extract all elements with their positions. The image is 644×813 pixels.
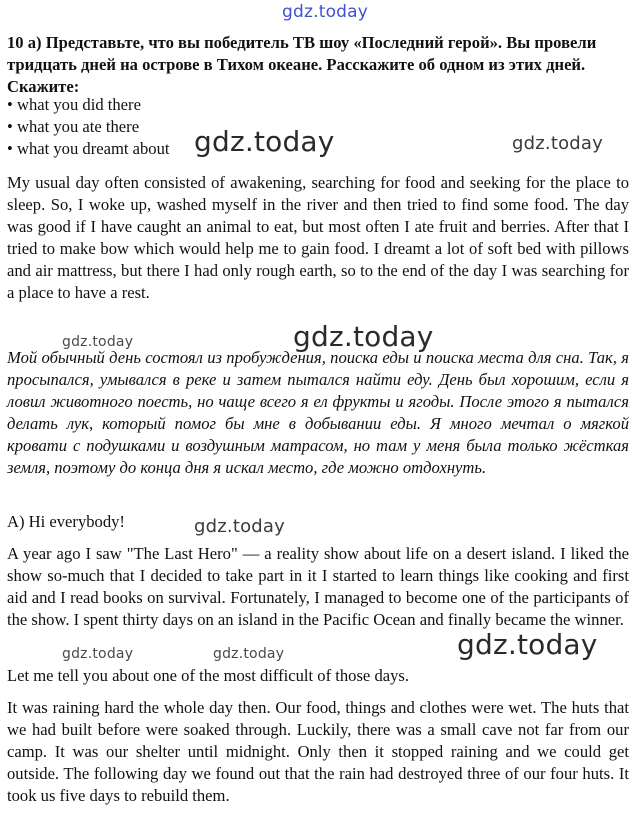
watermark-small: gdz.today bbox=[213, 646, 285, 662]
section-a-paragraph-1: A year ago I saw "The Last Hero" — a reality show about life on a desert island. I liked the show so-much that I decided to take part in it I started to learn things like cooking and first aid and I read books on survival. Fortunately, I managed to become one of the participants of the show. I spent thirty days on an island in the Pacific Ocean and finally became the winner. bbox=[7, 544, 629, 629]
section-a-paragraph-3: It was raining hard the whole day then. Our food, things and clothes were wet. The huts that we had built before were soaked through. Luckily, there was a small cave not far from our camp. It was our shelter until midnight. Only then it stopped raining and we could get outside. The following day we found out that the rain had destroyed three of our four huts. It took us five days to rebuild them. bbox=[7, 698, 629, 805]
watermark-large: gdz.today bbox=[194, 125, 335, 158]
answer-english-paragraph: My usual day often consisted of awakening, searching for food and seeking for the place to sleep. So, I woke up, washed myself in the river and then tried to find some food. The day was good if I have caught an animal to eat, but most often I ate fruit and berries. After that I tried to make bow which would help me to gain food. I dreamt a lot of soft bed with pillows and air mattress, but there I had only rough earth, so to the end of the day I was searching for a place to have a rest. bbox=[7, 173, 629, 302]
answer-russian-paragraph: Мой обычный день состоял из пробуждения, поиска еды и поиска места для сна. Так, я просыпался, умывался в реке и затем пытался найти еду. День был хорошим, если я ловил животного поесть, но чаще всего я ел фрукты и ягоды. После этого я пытался делать лук, который помог бы мне в добывании еды. Я много мечтал о мягкой кровати с подушками и воздушным матрасом, но там у меня была только жёсткая земля, поэтому до конца дня я искал место, где можно отдохнуть. bbox=[7, 348, 629, 477]
section-a-paragraph-2: Let me tell you about one of the most difficult of those days. bbox=[7, 666, 410, 685]
watermark-large: gdz.today bbox=[293, 320, 434, 353]
task-bullet: • what you dreamt about bbox=[7, 138, 629, 160]
watermark-top: gdz.today bbox=[282, 2, 369, 22]
task-bullet: • what you ate there bbox=[7, 116, 629, 138]
task-title: 10 а) Представьте, что вы победитель ТВ шоу «Последний герой». Вы провели тридцать дней на острове в Тихом океане. Расскажите об одном из этих дней. Скажите: bbox=[7, 33, 597, 96]
watermark-large: gdz.today bbox=[457, 628, 598, 661]
watermark-right: gdz.today bbox=[512, 133, 604, 154]
section-a-heading: A) Hi everybody! bbox=[7, 512, 125, 531]
task-bullet: • what you did there bbox=[7, 94, 629, 116]
watermark-small: gdz.today bbox=[62, 646, 134, 662]
watermark-middle: gdz.today bbox=[194, 516, 286, 537]
watermark-small: gdz.today bbox=[62, 334, 134, 350]
